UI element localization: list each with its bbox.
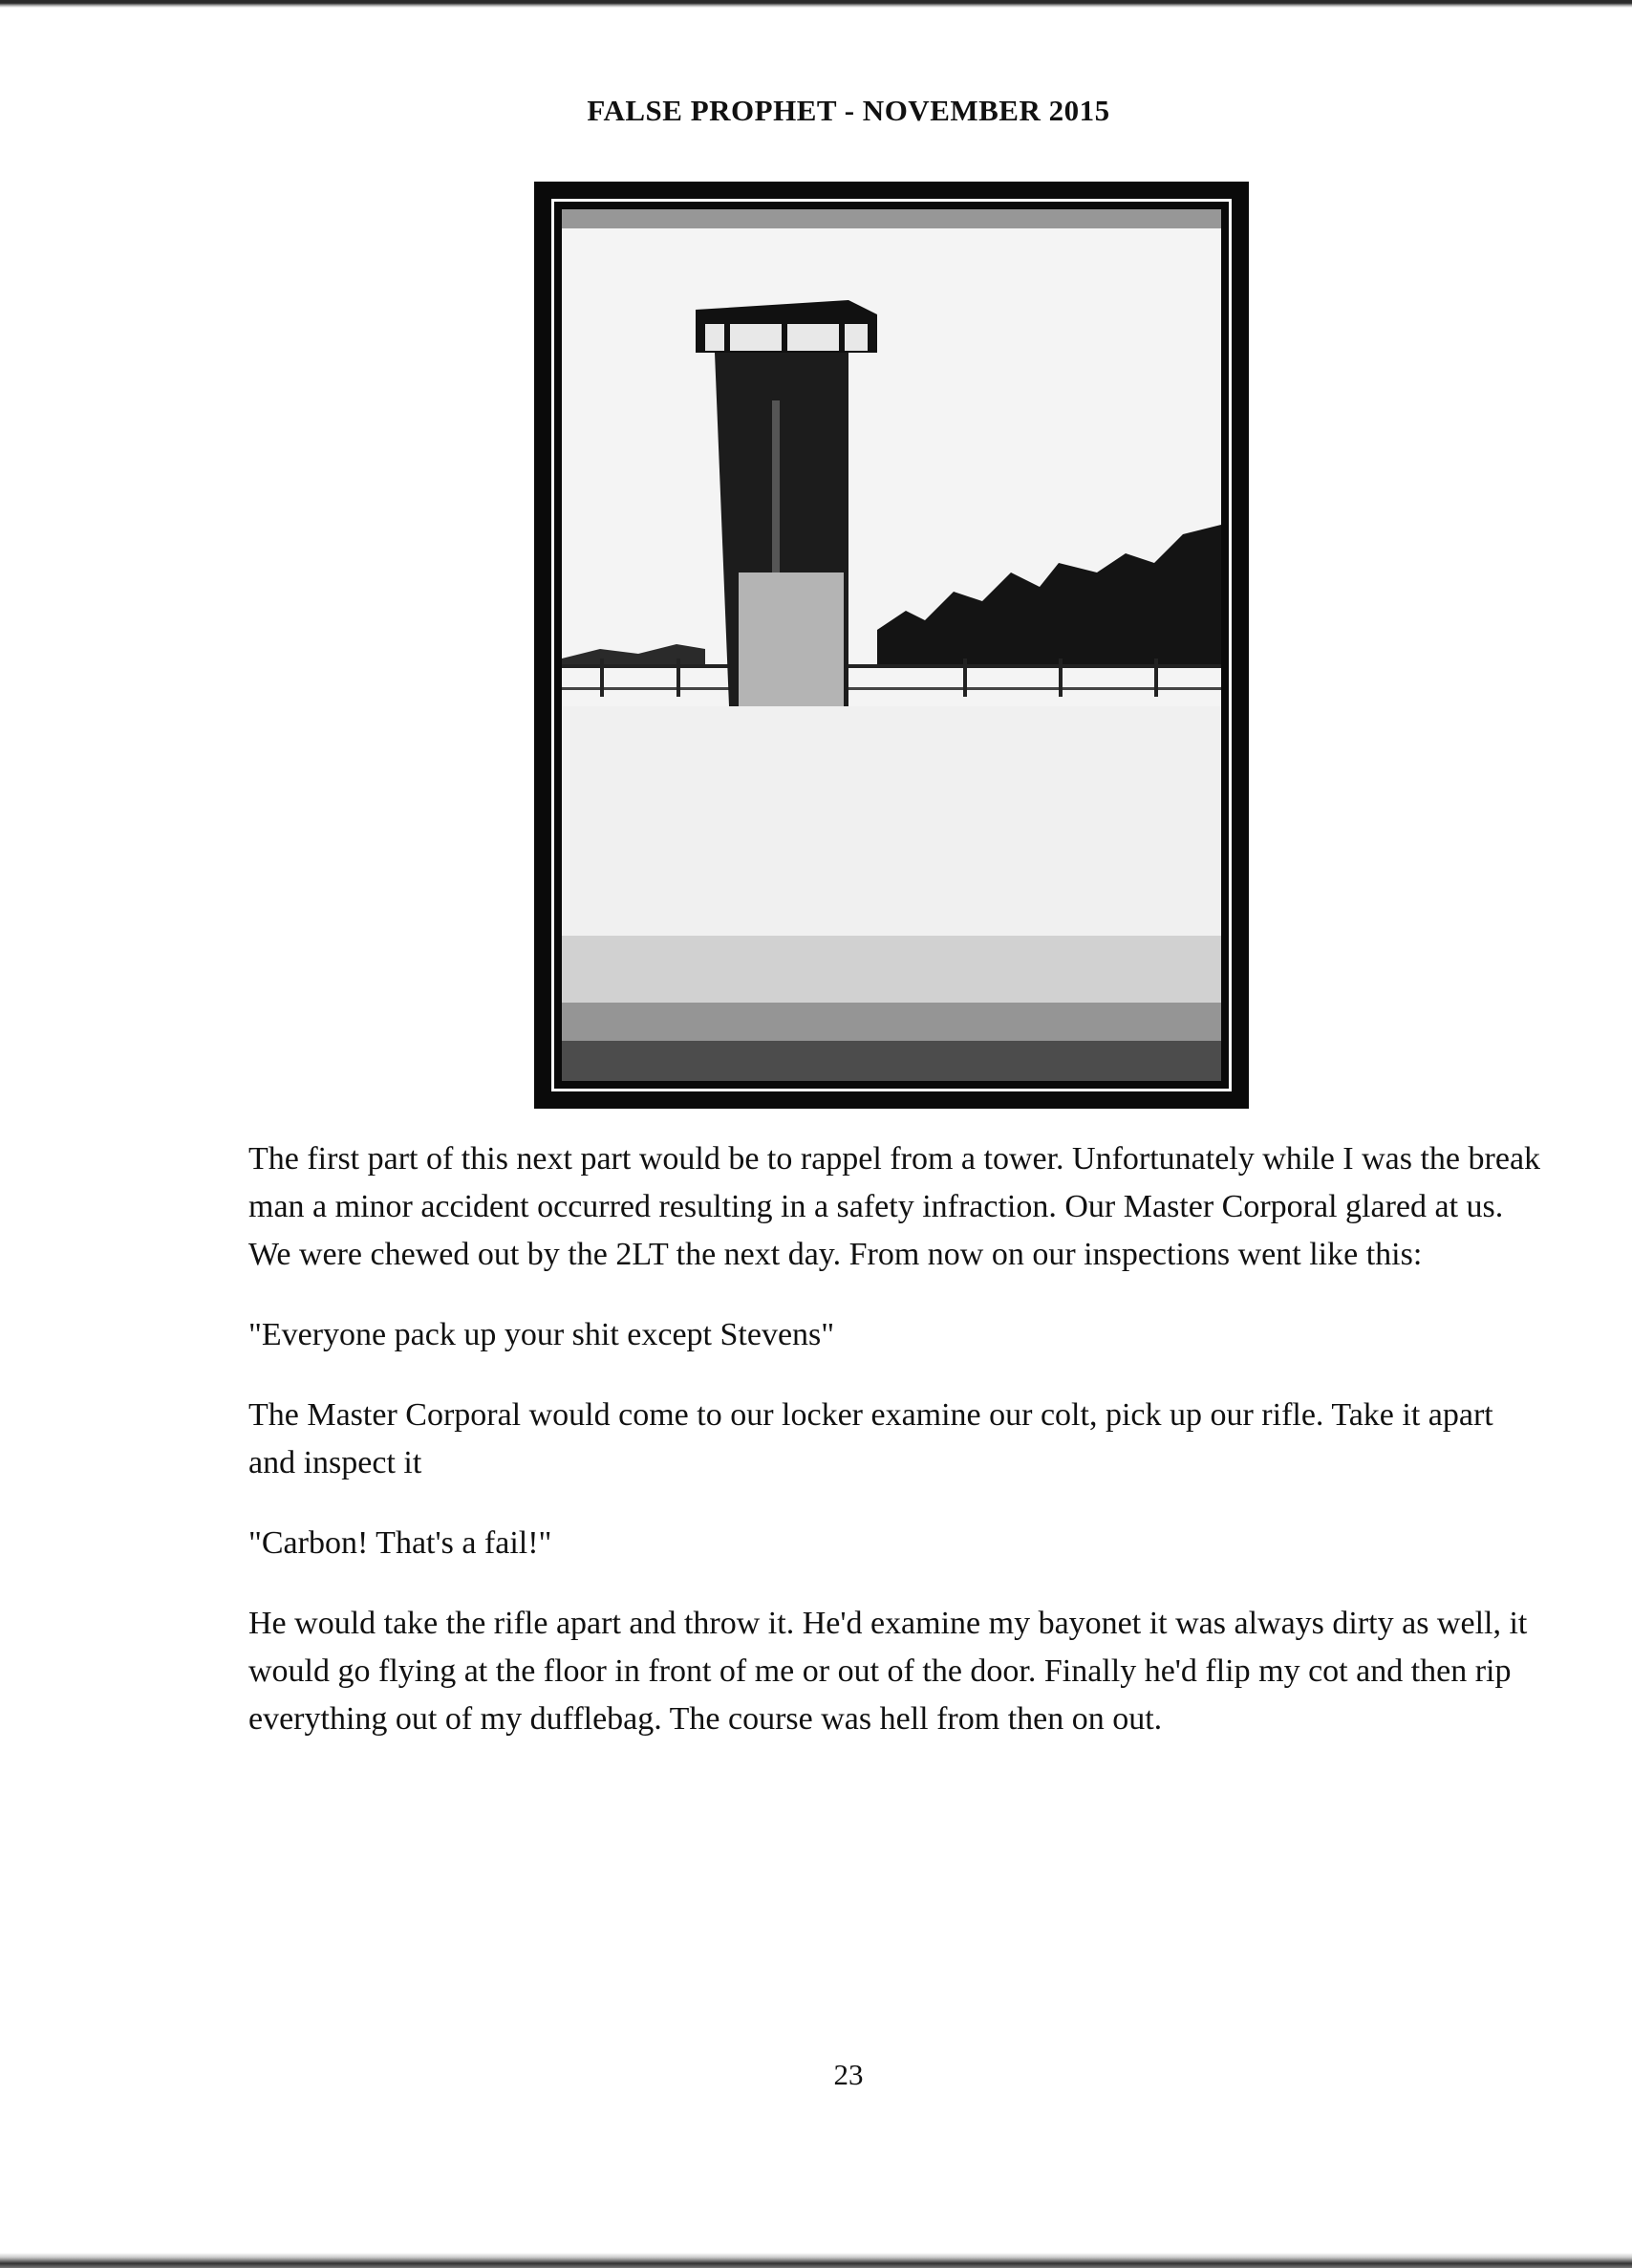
- paragraph: The first part of this next part would be to rappel from a tower. Unfortunately while I was the break man a minor accident occurred resulting in a safety infraction. Our Master Corporal glared at us. We were chewed out by the 2LT the next day. From now on our inspections went like this:: [248, 1141, 1541, 1272]
- body-text: [248, 1135, 1548, 1776]
- tower-photo: [562, 209, 1221, 1081]
- paragraph: He would take the rifle apart and throw it. He'd examine my bayonet it was always dirty as well, it would go flying at the floor in front of me or out of the door. Finally he'd flip my cot and then rip everything out of my dufflebag. The course was hell from then on out.: [248, 1606, 1528, 1737]
- page-number: 23: [833, 2058, 864, 2091]
- paragraph: "Carbon! That's a fail!": [248, 1525, 552, 1561]
- paragraph: The Master Corporal would come to our locker examine our colt, pick up our rifle. Take it apart and inspect it: [248, 1397, 1493, 1480]
- scan-edge-bottom: [0, 2253, 1632, 2268]
- scan-edge-top: [0, 0, 1632, 8]
- photo-frame: [534, 182, 1249, 1109]
- paragraph: "Everyone pack up your shit except Stevens": [248, 1317, 835, 1352]
- running-header: FALSE PROPHET - NOVEMBER 2015: [587, 94, 1110, 127]
